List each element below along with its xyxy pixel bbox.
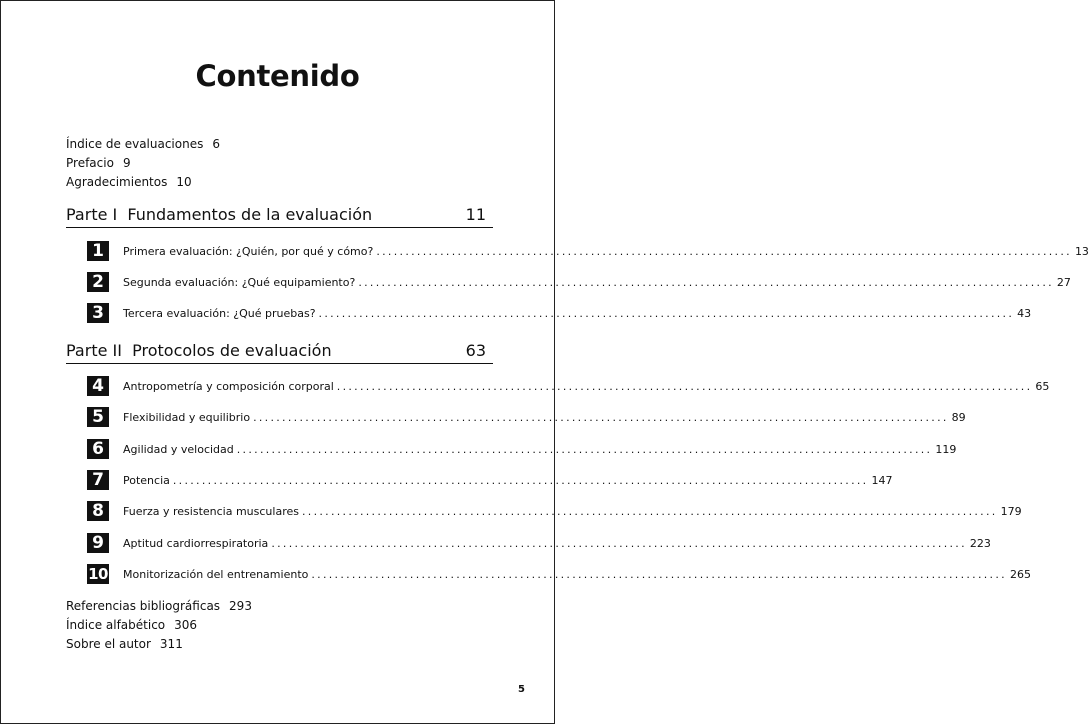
entry-label: Índice de evaluaciones (66, 137, 204, 151)
dot-leader: ........................................................................................................................ (172, 473, 869, 487)
part-header (66, 341, 493, 364)
chapter-entry (87, 533, 991, 553)
page-number: 5 (518, 684, 525, 695)
dot-leader: ........................................................................................................................ (376, 244, 1072, 258)
chapter-page: 13 (1074, 244, 1089, 258)
chapter-page: 27 (1056, 275, 1071, 289)
part-page: 11 (465, 205, 486, 224)
dot-leader: ........................................................................................................................ (318, 306, 1015, 320)
chapter-title: Segunda evaluación: ¿Qué equipamiento? (123, 275, 356, 289)
entry-label: Sobre el autor (66, 637, 151, 651)
front-matter-item (66, 173, 220, 192)
chapter-entry (87, 439, 957, 459)
entry-page: 293 (229, 599, 252, 613)
chapter-number-badge: 2 (87, 272, 109, 292)
chapter-number-badge: 4 (87, 376, 109, 396)
part-label: Parte I Fundamentos de la evaluación (66, 205, 373, 224)
dot-leader: ........................................................................................................................ (236, 442, 933, 456)
part-header (66, 205, 493, 228)
chapter-title: Antropometría y composición corporal (123, 379, 334, 393)
back-matter-item (66, 616, 252, 635)
chapter-page: 179 (1000, 504, 1022, 518)
front-matter-item (66, 154, 220, 173)
chapter-page: 147 (871, 473, 893, 487)
chapter-number-badge: 5 (87, 407, 109, 427)
part-page: 63 (465, 341, 486, 360)
chapter-page: 65 (1035, 379, 1050, 393)
chapter-title: Fuerza y resistencia musculares (123, 504, 299, 518)
chapter-entry (87, 407, 966, 427)
chapter-number-badge: 7 (87, 470, 109, 490)
chapter-entry (87, 303, 1032, 323)
back-matter-item (66, 635, 252, 654)
entry-page: 9 (122, 156, 131, 170)
entry-page: 6 (212, 137, 220, 151)
chapter-title: Aptitud cardiorrespiratoria (123, 536, 269, 550)
page-title: Contenido (195, 59, 360, 93)
chapter-number-badge: 3 (87, 303, 109, 323)
chapter-page: 43 (1017, 306, 1032, 320)
chapter-number-badge: 8 (87, 501, 109, 521)
part-label: Parte II Protocolos de evaluación (66, 341, 332, 360)
chapter-title: Flexibilidad y equilibrio (123, 410, 251, 424)
dot-leader: ........................................................................................................................ (336, 379, 1033, 393)
front-matter-item (66, 135, 220, 154)
chapter-entry (87, 470, 893, 490)
chapter-entry (87, 241, 1089, 261)
dot-leader: ........................................................................................................................ (271, 536, 967, 550)
front-matter-list (66, 135, 220, 192)
entry-label: Agradecimientos (66, 175, 168, 189)
chapter-page: 89 (951, 410, 966, 424)
chapter-entry (87, 564, 1031, 584)
chapter-page: 265 (1009, 567, 1031, 581)
chapter-title: Monitorización del entrenamiento (123, 567, 309, 581)
chapter-number-badge: 6 (87, 439, 109, 459)
back-matter-list (66, 597, 252, 654)
chapter-title: Tercera evaluación: ¿Qué pruebas? (123, 306, 316, 320)
entry-page: 311 (159, 637, 183, 651)
dot-leader: ........................................................................................................................ (358, 275, 1054, 289)
chapter-entry (87, 272, 1071, 292)
entry-label: Prefacio (66, 156, 114, 170)
entry-page: 306 (174, 618, 198, 632)
dot-leader: ........................................................................................................................ (253, 410, 949, 424)
entry-page: 10 (176, 175, 192, 189)
back-matter-item (66, 597, 252, 616)
chapter-page: 119 (935, 442, 957, 456)
dot-leader: ........................................................................................................................ (311, 567, 1007, 581)
entry-label: Referencias bibliográficas (66, 599, 221, 613)
chapter-title: Potencia (123, 473, 170, 487)
entry-label: Índice alfabético (66, 618, 166, 632)
dot-leader: ........................................................................................................................ (301, 504, 998, 518)
chapter-title: Primera evaluación: ¿Quién, por qué y cómo? (123, 244, 374, 258)
chapter-title: Agilidad y velocidad (123, 442, 234, 456)
chapter-number-badge: 10 (88, 565, 108, 583)
chapter-page: 223 (969, 536, 991, 550)
chapter-number-badge: 9 (87, 533, 109, 553)
chapter-number-badge: 1 (87, 241, 109, 261)
chapter-entry (87, 501, 1022, 521)
chapter-entry (87, 376, 1050, 396)
